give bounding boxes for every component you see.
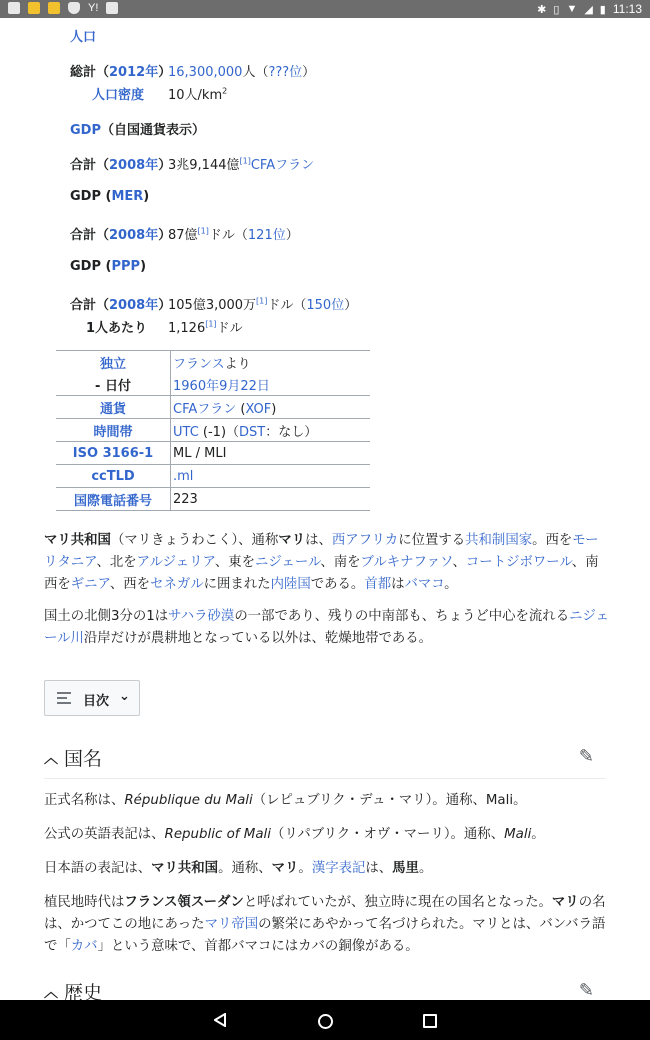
- text-run: の一部であり、残りの中南部も、ちょうど中心を流れる: [234, 609, 570, 624]
- text-run: 」という意味で、首都バマコにはカバの銅像がある。: [97, 939, 419, 954]
- independence-value: [171, 351, 371, 374]
- shield-icon: [68, 2, 80, 14]
- text-run: は、: [365, 861, 393, 876]
- text-run: は、: [305, 533, 332, 548]
- label-text: 合計（: [70, 298, 110, 313]
- wifi-icon: ▼: [566, 3, 578, 15]
- population-link[interactable]: 人口: [70, 30, 97, 45]
- cctld-label[interactable]: ccTLD: [56, 465, 171, 488]
- text-run: マリ: [551, 895, 579, 910]
- toc-button[interactable]: [44, 680, 140, 716]
- unit-text: ドル（: [267, 298, 307, 313]
- close-text: ）: [302, 65, 316, 80]
- year-link[interactable]: 2008年: [109, 298, 159, 313]
- battery-icon: ▮: [599, 3, 606, 16]
- text-run: 、東を: [214, 555, 255, 570]
- gdp-mer-total-value: [168, 224, 299, 243]
- gdp-local-total-value: [168, 154, 314, 173]
- text-run: の繁栄にあやかって名づけられた。マリとは、バンバラ語で「: [44, 917, 606, 954]
- chevron-up-icon[interactable]: ︿: [44, 985, 58, 1000]
- clock: 11:13: [612, 2, 642, 16]
- gdp-local-header: [70, 119, 205, 138]
- table-row: [56, 396, 370, 419]
- article-link[interactable]: サハラ砂漠: [168, 609, 235, 624]
- rank-link[interactable]: 121位: [247, 228, 286, 243]
- article-link[interactable]: モーリタニア: [44, 533, 599, 570]
- iso-value: ML / MLI: [171, 442, 371, 465]
- list-icon: [57, 692, 71, 707]
- signal-icon: ◢: [584, 3, 593, 16]
- text-run: 。通称、: [218, 861, 272, 876]
- label-text: 総計（: [70, 65, 110, 80]
- reference-link[interactable]: [1]: [239, 156, 251, 166]
- contact-icon: [106, 2, 118, 14]
- section-header-name[interactable]: [44, 744, 606, 780]
- text-run: マリ共和国: [151, 861, 219, 876]
- year-link[interactable]: 2008年: [109, 158, 159, 173]
- text-run: 、南を: [320, 555, 361, 570]
- cfa-franc-link[interactable]: CFAフラン: [173, 401, 237, 417]
- text-run: （マリきょうわこく）、通称: [110, 533, 279, 548]
- edit-pencil-icon[interactable]: ✎: [578, 746, 594, 767]
- text-run: 、: [452, 555, 466, 570]
- article-link[interactable]: コートジボワール: [465, 555, 572, 570]
- year-link[interactable]: 2008年: [109, 228, 159, 243]
- name-paragraph-2: [44, 824, 610, 846]
- text-run: 。: [444, 577, 458, 592]
- article-link[interactable]: アルジェリア: [136, 555, 215, 570]
- gdp-mer-total-label: [70, 224, 171, 243]
- text-run: 馬里: [392, 861, 419, 876]
- ppp-link[interactable]: PPP: [111, 259, 141, 274]
- text-run: 。: [418, 861, 433, 876]
- article-link[interactable]: ニジェール川: [44, 609, 609, 646]
- text-run: 正式名称は、: [44, 793, 125, 808]
- gdp-value-text: 105億3,000万: [168, 298, 257, 313]
- reference-link[interactable]: [1]: [256, 296, 268, 306]
- status-bar: [0, 0, 650, 18]
- text-run: Republic of Mali: [164, 827, 271, 842]
- close-text: ）: [285, 228, 299, 243]
- text-run: 植民地時代は: [44, 895, 125, 910]
- gdp-ppp-total-label: [70, 294, 171, 313]
- edit-pencil-icon[interactable]: ✎: [578, 980, 594, 1000]
- section-header-history[interactable]: [44, 978, 606, 1000]
- text-run: （リパブリク・オヴ・マーリ）。通称、: [270, 827, 505, 842]
- close-text: ）: [344, 298, 358, 313]
- text-run: 、西を: [109, 577, 151, 592]
- rank-link[interactable]: 150位: [306, 298, 345, 313]
- text-run: である。: [310, 577, 365, 592]
- paren-text: (: [236, 401, 246, 417]
- recents-icon[interactable]: [423, 1014, 437, 1028]
- vibrate-icon: ▯: [553, 3, 560, 16]
- section-title: 歴史: [64, 982, 103, 1000]
- label-text: ）: [158, 65, 172, 80]
- text-run: 、南西を: [44, 555, 599, 592]
- date-value: [171, 373, 371, 396]
- yahoo-icon: Y!: [88, 2, 99, 14]
- text-run: 沿岸だけが農耕地となっている以外は、乾燥地帯である。: [83, 631, 433, 646]
- year-link[interactable]: 2012年: [109, 65, 159, 80]
- reference-link[interactable]: [1]: [205, 319, 217, 329]
- date-link[interactable]: 1960年9月22日: [173, 378, 270, 394]
- text-run: の名は、かつてこの地にあった: [44, 895, 606, 932]
- article-link[interactable]: バマコ: [404, 577, 445, 592]
- app-notification-icon: [28, 2, 40, 14]
- section-divider: [44, 778, 606, 779]
- text-run: 国土の北側3分の1は: [44, 609, 169, 624]
- navigation-bar: [0, 1000, 650, 1040]
- timezone-value: [171, 419, 371, 442]
- table-row: [56, 419, 370, 442]
- text-run: République du Mali: [124, 793, 253, 808]
- label-text: ）: [158, 228, 172, 243]
- label-text: ): [143, 189, 150, 204]
- population-header[interactable]: [70, 26, 96, 45]
- density-text: 10人/km: [168, 88, 223, 103]
- article-content: [0, 18, 650, 1000]
- name-paragraph-1: [44, 790, 610, 812]
- rank-link[interactable]: ???位: [268, 65, 303, 80]
- unit-text: ドル: [216, 321, 243, 336]
- text-run: に囲まれた: [203, 577, 271, 592]
- article-link[interactable]: 西アフリカ: [331, 533, 399, 548]
- currency-label[interactable]: 通貨: [56, 396, 171, 419]
- unit-text: ドル（: [208, 228, 248, 243]
- reference-link[interactable]: [1]: [197, 226, 209, 236]
- dst-link[interactable]: DST: [239, 424, 266, 440]
- table-row: [56, 488, 370, 511]
- article-link[interactable]: ギニア: [70, 577, 110, 592]
- ml-link[interactable]: .ml: [173, 468, 194, 484]
- per-capita-value: [168, 317, 243, 336]
- label-text: 合計（: [70, 228, 110, 243]
- dst-rest: ：なし）: [265, 424, 318, 440]
- text-run: マリ: [271, 861, 299, 876]
- table-row: [56, 442, 370, 465]
- date-label: - 日付: [56, 373, 171, 396]
- unit-text: 人（: [242, 65, 269, 80]
- currency-value: [171, 396, 371, 419]
- gdp-local-total-label: [70, 154, 171, 173]
- section-title: 国名: [64, 748, 103, 770]
- paren-text: ): [271, 401, 277, 417]
- table-row: [56, 373, 370, 396]
- mer-link[interactable]: MER: [111, 189, 144, 204]
- density-sup: 2: [222, 86, 228, 96]
- label-text: 合計（: [70, 158, 110, 173]
- gdp-value-text: 87億: [168, 228, 198, 243]
- label-text: ）: [158, 158, 172, 173]
- per-capita-label: 1人あたり: [85, 321, 147, 336]
- cctld-value: [171, 465, 371, 488]
- population-value-link[interactable]: 16,300,000: [168, 65, 243, 80]
- article-link[interactable]: 漢字表記: [311, 861, 366, 876]
- app-notification-icon-2: [48, 2, 60, 14]
- text-run: 日本語の表記は、: [44, 861, 152, 876]
- article-link[interactable]: マリ帝国: [204, 917, 259, 932]
- independence-rest: より: [224, 356, 251, 372]
- text-run: と呼ばれていたが、独立時に現在の国名となった。: [243, 895, 552, 910]
- independence-label[interactable]: 独立: [56, 351, 171, 374]
- text-run: マリ共和国: [44, 533, 111, 548]
- gdp-value-text: 3兆9,144億: [168, 158, 240, 173]
- home-icon[interactable]: [318, 1014, 333, 1029]
- back-icon[interactable]: [214, 1013, 226, 1027]
- density-value: [168, 84, 227, 103]
- table-row: [56, 351, 370, 374]
- population-total-value: [168, 61, 315, 80]
- phone-label[interactable]: 国際電話番号: [56, 488, 171, 511]
- name-paragraph-3: [44, 858, 610, 880]
- label-text: GDP (: [70, 189, 112, 204]
- france-link[interactable]: フランス: [173, 356, 225, 372]
- article-link[interactable]: カバ: [70, 939, 98, 954]
- timezone-label[interactable]: 時間帯: [56, 419, 171, 442]
- text-run: フランス領スーダン: [124, 895, 244, 910]
- chevron-down-icon: ⌄: [119, 689, 130, 704]
- text-run: は: [391, 577, 405, 592]
- text-run: に位置する: [398, 533, 466, 548]
- gdp-link[interactable]: GDP: [70, 123, 101, 138]
- population-total-label: [70, 61, 171, 80]
- density-label[interactable]: 人口密度: [91, 88, 144, 103]
- text-run: 。西を: [532, 533, 573, 548]
- intro-paragraph-1: [44, 530, 610, 596]
- infobox-table: [56, 350, 370, 511]
- text-run: 公式の英語表記は、: [44, 827, 165, 842]
- xof-link[interactable]: XOF: [245, 401, 272, 417]
- text-run: 。: [531, 827, 545, 842]
- offset-text: (-1)（: [198, 424, 240, 440]
- gdp-ppp-total-value: [168, 294, 357, 313]
- name-paragraph-4: [44, 892, 610, 958]
- gdp-ppp-header: [70, 259, 146, 274]
- table-row: [56, 465, 370, 488]
- text-run: Mali: [504, 827, 532, 842]
- article-link[interactable]: ブルキナファソ: [360, 555, 453, 570]
- article-link[interactable]: 内陸国: [270, 577, 311, 592]
- toc-label: 目次: [83, 694, 110, 709]
- article-link[interactable]: 共和制国家: [465, 533, 533, 548]
- per-capita-text: 1,126: [168, 321, 206, 336]
- text-run: マリ: [278, 533, 306, 548]
- bluetooth-icon: ✱: [537, 3, 547, 16]
- text-run: 、北を: [96, 555, 137, 570]
- label-text: ）: [158, 298, 172, 313]
- intro-paragraph-2: [44, 606, 610, 650]
- label-text: ): [140, 259, 147, 274]
- gallery-notification-icon: [8, 2, 20, 14]
- gdp-local-rest: （自国通貨表示）: [101, 123, 206, 138]
- utc-link[interactable]: UTC: [173, 424, 199, 440]
- chevron-up-icon[interactable]: ︿: [44, 751, 58, 767]
- iso-label[interactable]: ISO 3166-1: [56, 442, 171, 465]
- phone-value: 223: [171, 488, 371, 511]
- currency-link[interactable]: CFAフラン: [250, 158, 315, 173]
- article-link[interactable]: 首都: [364, 577, 392, 592]
- article-link[interactable]: セネガル: [150, 577, 204, 592]
- text-run: 。: [298, 861, 312, 876]
- gdp-mer-header: [70, 189, 149, 204]
- label-text: GDP (: [70, 259, 112, 274]
- text-run: （レピュブリク・デュ・マリ）。通称、Mali。: [252, 793, 527, 808]
- article-link[interactable]: ニジェール: [254, 555, 321, 570]
